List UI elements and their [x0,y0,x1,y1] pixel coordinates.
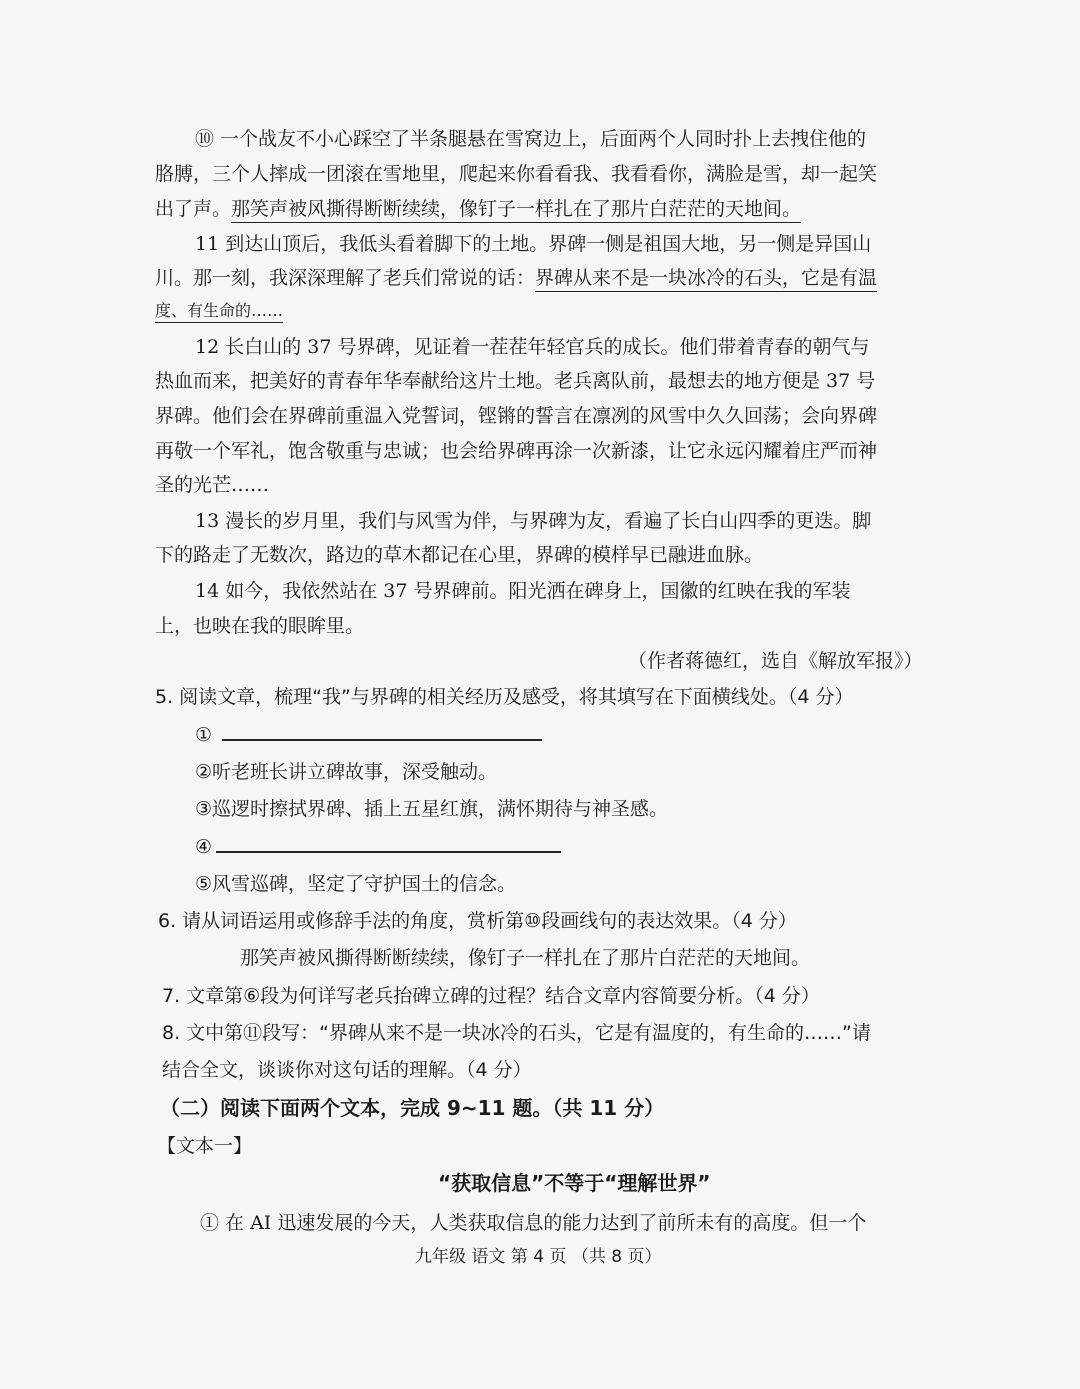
item-4-marker: ④ [195,836,213,858]
para-10-line-3 [155,196,801,222]
question-5-item-1 [195,722,542,748]
question-5-item-4 [195,834,561,860]
question-7: 7. 文章第⑥段为何详写老兵抬碑立碑的过程？结合文章内容简要分析。（4 分） [162,985,820,1007]
para-14-line-1: 14 如今，我依然站在 37 号界碑前。阳光洒在碑身上，国徽的红映在我的军装 [195,580,851,602]
para-12-line-3: 界碑。他们会在界碑前重温入党誓词，铿锵的誓言在凛冽的风雪中久久回荡；会向界碑 [155,405,878,427]
para-11-text: 川。那一刻，我深深理解了老兵们常说的话： [155,267,536,289]
answer-blank-1[interactable] [222,739,542,741]
para-10-line-2: 胳膊，三个人摔成一团滚在雪地里，爬起来你看看我、我看看你，满脸是雪，却一起笑 [155,163,878,185]
para-12-line-1: 12 长白山的 37 号界碑，见证着一茬茬年轻官兵的成长。他们带着青春的朝气与 [195,336,870,358]
question-5-item-3: ③巡逻时擦拭界碑、插上五星红旗，满怀期待与神圣感。 [195,798,669,820]
text-one-title: “获取信息”不等于“理解世界” [438,1171,711,1195]
question-5: 5. 阅读文章，梳理“我”与界碑的相关经历及感受，将其填写在下面横线处。（4 分） [155,686,854,708]
question-6-quote: 那笑声被风撕得断断续续，像钉子一样扎在了那片白茫茫的天地间。 [240,947,811,969]
article-source: （作者蒋德红，选自《解放军报》） [628,650,923,672]
question-8-line-1: 8. 文中第⑪段写：“界碑从来不是一块冰冷的石头，它是有温度的，有生命的……”请 [162,1022,871,1044]
underlined-sentence-11-end: 度、有生命的…… [155,301,283,323]
underlined-sentence-11: 界碑从来不是一块冰冷的石头，它是有温 [535,267,877,292]
underlined-sentence-10: 那笑声被风撕得断断续续，像钉子一样扎在了那片白茫茫的天地间。 [231,198,801,223]
text-one-para-1: ① 在 AI 迅速发展的今天，人类获取信息的能力达到了前所未有的高度。但一个 [200,1212,867,1234]
question-5-item-2: ②听老班长讲立碑故事，深受触动。 [195,761,498,783]
para-13-line-2: 下的路走了无数次，路边的草木都记在心里，界碑的模样早已融进血脉。 [155,544,764,566]
text-one-label: 【文本一】 [157,1135,253,1157]
para-11-line-1: 11 到达山顶后，我低头看着脚下的土地。界碑一侧是祖国大地，另一侧是异国山 [195,233,872,255]
para-11-line-3 [155,298,283,324]
page-footer: 九年级 语文 第 4 页 （共 8 页） [415,1247,662,1267]
answer-blank-4[interactable] [216,851,561,853]
para-14-line-2: 上，也映在我的眼眸里。 [155,615,365,637]
item-1-marker: ① [195,724,213,746]
question-8-line-2: 结合全文，谈谈你对这句话的理解。（4 分） [162,1059,532,1081]
para-11-line-2 [155,265,877,291]
para-10-text: 出了声。 [155,198,232,220]
para-12-line-4: 再敬一个军礼，饱含敬重与忠诚；也会给界碑再涂一次新漆，让它永远闪耀着庄严而神 [155,440,878,462]
question-6: 6. 请从词语运用或修辞手法的角度，赏析第⑩段画线句的表达效果。（4 分） [158,910,797,932]
para-12-line-2: 热血而来，把美好的青春年华奉献给这片土地。老兵离队前，最想去的地方便是 37 号 [155,370,876,392]
section-2-heading: （二）阅读下面两个文本，完成 9~11 题。（共 11 分） [160,1096,665,1120]
para-10-line-1: ⑩ 一个战友不小心踩空了半条腿悬在雪窝边上，后面两个人同时扑上去拽住他的 [195,128,867,150]
question-5-item-5: ⑤风雪巡碑，坚定了守护国土的信念。 [195,873,517,895]
para-12-line-5: 圣的光芒…… [155,474,270,496]
para-13-line-1: 13 漫长的岁月里，我们与风雪为伴，与界碑为友，看遍了长白山四季的更迭。脚 [195,510,872,532]
